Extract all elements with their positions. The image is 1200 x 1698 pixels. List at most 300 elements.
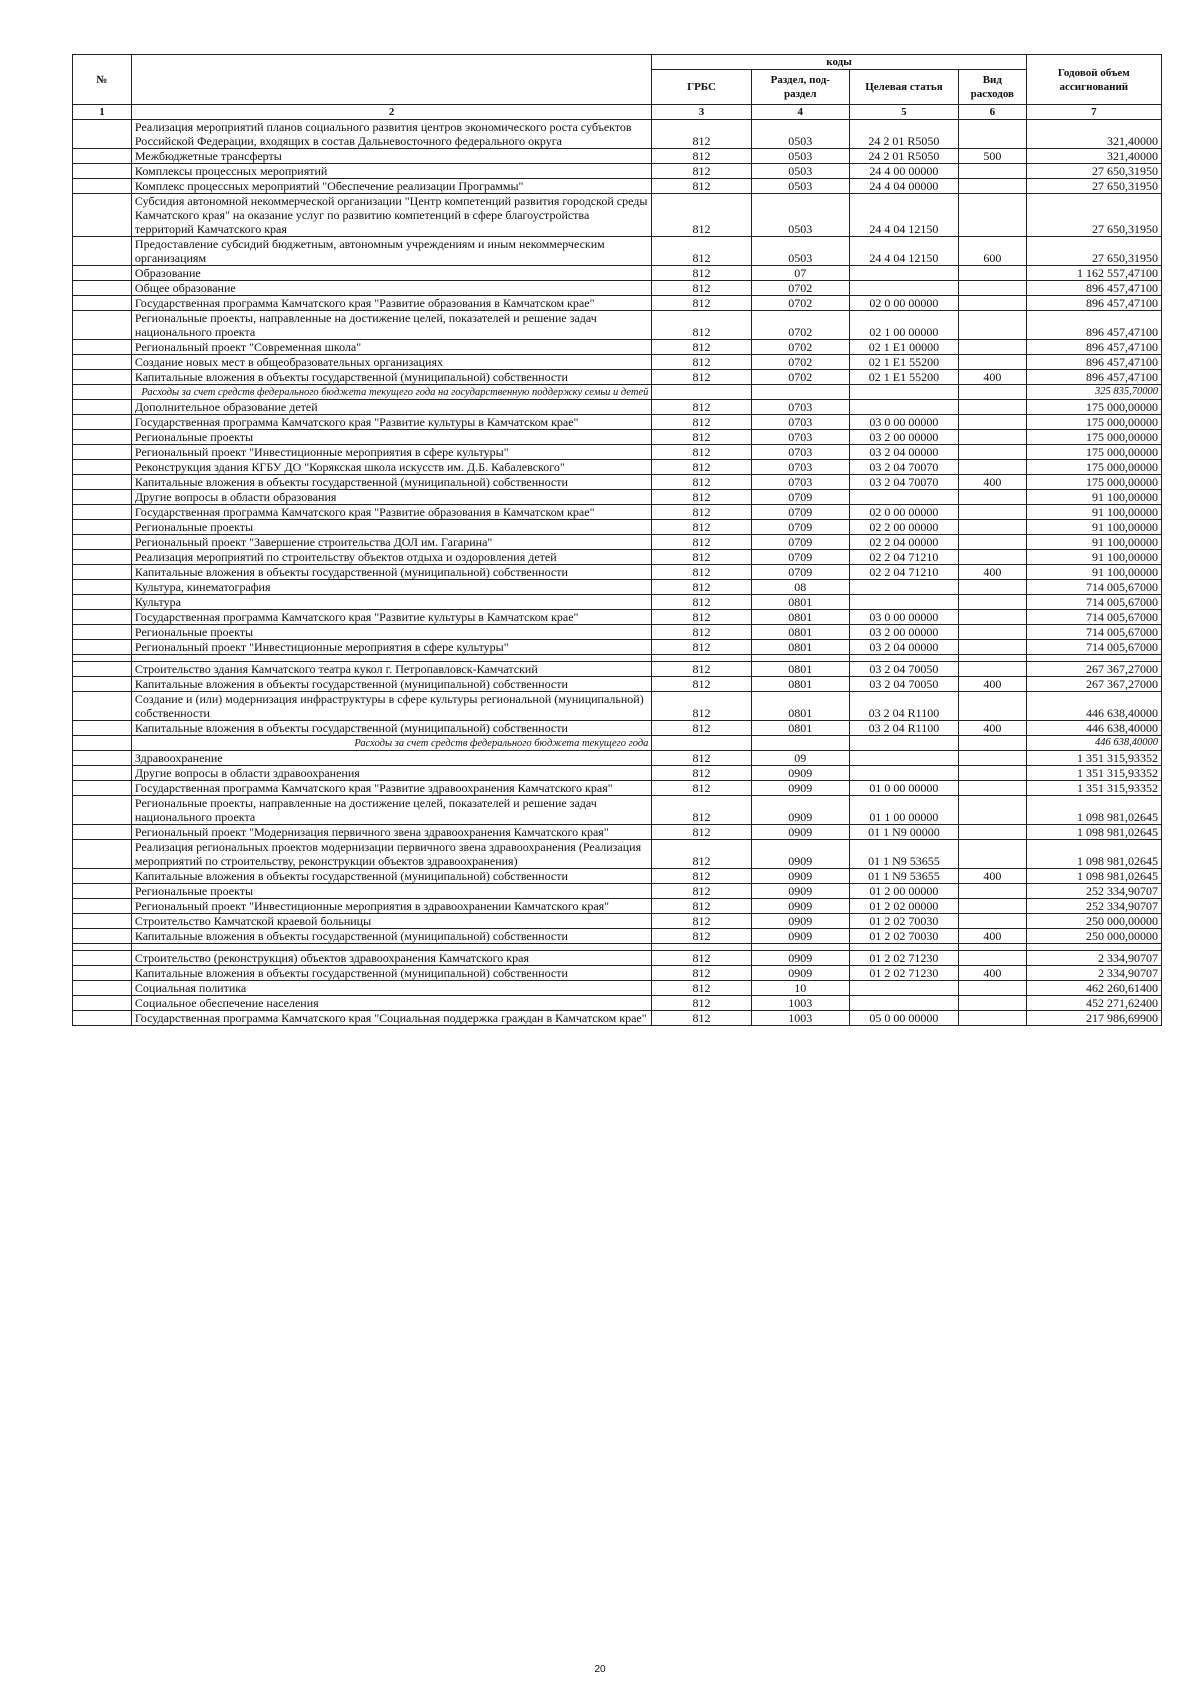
table-row [73, 840, 1162, 869]
row-section: 0909 [751, 966, 849, 981]
row-grbs: 812 [652, 825, 751, 840]
row-kind: 400 [958, 677, 1026, 692]
row-amount: 175 000,00000 [1026, 445, 1161, 460]
row-kind [958, 580, 1026, 595]
row-target: 01 2 02 70030 [849, 914, 958, 929]
row-target [849, 751, 958, 766]
header-codes-row [73, 55, 1162, 70]
spacer-row [73, 655, 1162, 662]
row-grbs: 812 [652, 520, 751, 535]
row-name: Создание и (или) модернизация инфраструктуры в сфере культуры региональной (муниципальной) собственности [131, 692, 651, 721]
header-grbs: ГРБС [652, 70, 751, 105]
spacer-cell [958, 655, 1026, 662]
spacer-cell [751, 944, 849, 951]
row-number [73, 929, 132, 944]
row-grbs: 812 [652, 640, 751, 655]
row-amount: 91 100,00000 [1026, 550, 1161, 565]
row-grbs [652, 385, 751, 400]
row-section: 0709 [751, 520, 849, 535]
row-amount: 91 100,00000 [1026, 565, 1161, 580]
row-grbs: 812 [652, 430, 751, 445]
row-section: 0709 [751, 535, 849, 550]
spacer-cell [73, 944, 132, 951]
row-section: 0703 [751, 430, 849, 445]
row-section: 0909 [751, 766, 849, 781]
row-grbs: 812 [652, 565, 751, 580]
row-grbs: 812 [652, 899, 751, 914]
row-grbs: 812 [652, 610, 751, 625]
header-name-empty [131, 55, 651, 105]
row-name: Предоставление субсидий бюджетным, автономным учреждениям и иным некоммерческим организациям [131, 237, 651, 266]
row-number [73, 535, 132, 550]
row-grbs: 812 [652, 884, 751, 899]
row-number [73, 340, 132, 355]
row-kind [958, 751, 1026, 766]
row-target [849, 766, 958, 781]
row-number [73, 884, 132, 899]
row-number [73, 400, 132, 415]
header-amount: Годовой объем ассигнований [1026, 55, 1161, 105]
row-number [73, 825, 132, 840]
table-row [73, 179, 1162, 194]
row-target: 03 2 00 00000 [849, 430, 958, 445]
row-target: 03 2 04 R1100 [849, 721, 958, 736]
row-name: Расходы за счет средств федерального бюджета текущего года на государственную поддержку семьи и детей [131, 385, 651, 400]
row-amount: 446 638,40000 [1026, 721, 1161, 736]
row-amount: 896 457,47100 [1026, 370, 1161, 385]
row-number [73, 266, 132, 281]
row-grbs: 812 [652, 677, 751, 692]
row-target [849, 266, 958, 281]
row-number [73, 460, 132, 475]
row-name: Государственная программа Камчатского края "Развитие образования в Камчатском крае" [131, 296, 651, 311]
row-target [849, 385, 958, 400]
row-name: Капитальные вложения в объекты государственной (муниципальной) собственности [131, 721, 651, 736]
row-amount: 462 260,61400 [1026, 981, 1161, 996]
row-section: 0703 [751, 475, 849, 490]
header-codes: коды [652, 55, 1026, 70]
row-section: 0801 [751, 662, 849, 677]
row-kind [958, 692, 1026, 721]
row-kind [958, 355, 1026, 370]
row-amount: 714 005,67000 [1026, 610, 1161, 625]
table-row [73, 237, 1162, 266]
col-number: 7 [1026, 105, 1161, 120]
row-kind: 500 [958, 149, 1026, 164]
row-number [73, 692, 132, 721]
col-number: 5 [849, 105, 958, 120]
row-number [73, 899, 132, 914]
table-row [73, 721, 1162, 736]
row-grbs: 812 [652, 281, 751, 296]
row-number [73, 281, 132, 296]
row-amount: 896 457,47100 [1026, 355, 1161, 370]
row-amount: 2 334,90707 [1026, 951, 1161, 966]
table-row [73, 640, 1162, 655]
row-grbs: 812 [652, 751, 751, 766]
row-grbs: 812 [652, 164, 751, 179]
row-number [73, 781, 132, 796]
row-grbs: 812 [652, 662, 751, 677]
row-target: 01 2 02 71230 [849, 951, 958, 966]
row-amount: 175 000,00000 [1026, 415, 1161, 430]
header-numbers-row [73, 105, 1162, 120]
row-kind [958, 385, 1026, 400]
table-row [73, 565, 1162, 580]
row-name: Региональный проект "Инвестиционные мероприятия в здравоохранении Камчатского края" [131, 899, 651, 914]
row-name: Государственная программа Камчатского края "Развитие культуры в Камчатском крае" [131, 610, 651, 625]
row-section: 0709 [751, 505, 849, 520]
row-name: Строительство (реконструкция) объектов здравоохранения Камчатского края [131, 951, 651, 966]
row-name: Региональный проект "Завершение строительства ДОЛ им. Гагарина" [131, 535, 651, 550]
spacer-cell [1026, 655, 1161, 662]
row-target: 01 1 00 00000 [849, 796, 958, 825]
table-row [73, 505, 1162, 520]
row-target: 03 2 04 R1100 [849, 692, 958, 721]
row-section: 0909 [751, 914, 849, 929]
header-num: № [73, 55, 132, 105]
row-amount: 896 457,47100 [1026, 296, 1161, 311]
table-row [73, 580, 1162, 595]
spacer-cell [73, 655, 132, 662]
row-section: 0909 [751, 884, 849, 899]
row-target: 02 2 04 00000 [849, 535, 958, 550]
row-amount: 1 351 315,93352 [1026, 781, 1161, 796]
row-grbs: 812 [652, 550, 751, 565]
row-name: Другие вопросы в области здравоохранения [131, 766, 651, 781]
row-amount: 1 098 981,02645 [1026, 869, 1161, 884]
spacer-cell [849, 944, 958, 951]
row-grbs: 812 [652, 840, 751, 869]
row-grbs: 812 [652, 355, 751, 370]
row-grbs: 812 [652, 1011, 751, 1026]
row-section [751, 385, 849, 400]
row-amount: 714 005,67000 [1026, 640, 1161, 655]
row-number [73, 370, 132, 385]
row-kind [958, 781, 1026, 796]
row-number [73, 751, 132, 766]
row-number [73, 736, 132, 751]
row-number [73, 550, 132, 565]
row-name: Социальная политика [131, 981, 651, 996]
header-section: Раздел, под-раздел [751, 70, 849, 105]
row-section: 0801 [751, 677, 849, 692]
row-kind [958, 610, 1026, 625]
row-grbs: 812 [652, 996, 751, 1011]
page-number: 20 [594, 1664, 606, 1675]
row-target: 01 2 00 00000 [849, 884, 958, 899]
row-section: 0702 [751, 355, 849, 370]
row-target: 24 4 04 12150 [849, 237, 958, 266]
spacer-row [73, 944, 1162, 951]
row-amount: 714 005,67000 [1026, 595, 1161, 610]
table-row [73, 430, 1162, 445]
row-grbs: 812 [652, 625, 751, 640]
row-amount: 175 000,00000 [1026, 400, 1161, 415]
row-amount: 321,40000 [1026, 149, 1161, 164]
row-target: 03 2 04 70050 [849, 677, 958, 692]
row-section: 07 [751, 266, 849, 281]
row-target [849, 490, 958, 505]
row-grbs: 812 [652, 595, 751, 610]
row-kind [958, 445, 1026, 460]
table-row [73, 490, 1162, 505]
row-kind [958, 796, 1026, 825]
row-number [73, 311, 132, 340]
row-name: Капитальные вложения в объекты государственной (муниципальной) собственности [131, 677, 651, 692]
table-row [73, 781, 1162, 796]
row-kind [958, 400, 1026, 415]
row-kind [958, 550, 1026, 565]
table-row [73, 355, 1162, 370]
row-number [73, 610, 132, 625]
table-row [73, 460, 1162, 475]
row-section: 0909 [751, 840, 849, 869]
row-section: 0909 [751, 899, 849, 914]
row-target [849, 996, 958, 1011]
row-number [73, 430, 132, 445]
row-grbs: 812 [652, 340, 751, 355]
row-kind [958, 662, 1026, 677]
header-target: Целевая статья [849, 70, 958, 105]
row-grbs: 812 [652, 179, 751, 194]
row-section: 0702 [751, 281, 849, 296]
spacer-cell [652, 655, 751, 662]
row-grbs: 812 [652, 370, 751, 385]
row-section: 0909 [751, 929, 849, 944]
row-name: Государственная программа Камчатского края "Социальная поддержка граждан в Камчатском крае" [131, 1011, 651, 1026]
col-number: 2 [131, 105, 651, 120]
row-kind [958, 340, 1026, 355]
row-name: Региональные проекты [131, 430, 651, 445]
table-row [73, 281, 1162, 296]
table-row [73, 311, 1162, 340]
table-row [73, 662, 1162, 677]
row-section: 1003 [751, 1011, 849, 1026]
row-name: Капитальные вложения в объекты государственной (муниципальной) собственности [131, 370, 651, 385]
row-amount: 896 457,47100 [1026, 281, 1161, 296]
col-number: 3 [652, 105, 751, 120]
row-kind [958, 281, 1026, 296]
row-amount: 1 098 981,02645 [1026, 840, 1161, 869]
table-row [73, 550, 1162, 565]
row-section: 0801 [751, 595, 849, 610]
row-target: 02 1 E1 00000 [849, 340, 958, 355]
row-section: 0703 [751, 400, 849, 415]
row-kind: 400 [958, 475, 1026, 490]
row-amount: 91 100,00000 [1026, 490, 1161, 505]
row-name: Создание новых мест в общеобразовательных организациях [131, 355, 651, 370]
row-name: Государственная программа Камчатского края "Развитие здравоохранения Камчатского края" [131, 781, 651, 796]
row-number [73, 677, 132, 692]
row-target: 05 0 00 00000 [849, 1011, 958, 1026]
row-kind [958, 595, 1026, 610]
row-section: 0503 [751, 179, 849, 194]
row-target: 01 0 00 00000 [849, 781, 958, 796]
row-name: Региональные проекты [131, 884, 651, 899]
row-amount: 267 367,27000 [1026, 662, 1161, 677]
row-number [73, 662, 132, 677]
row-kind: 400 [958, 966, 1026, 981]
row-name: Региональные проекты, направленные на достижение целей, показателей и решение задач национального проекта [131, 796, 651, 825]
row-grbs: 812 [652, 490, 751, 505]
row-grbs: 812 [652, 580, 751, 595]
row-amount: 1 351 315,93352 [1026, 751, 1161, 766]
row-kind [958, 825, 1026, 840]
row-target: 02 1 E1 55200 [849, 355, 958, 370]
table-row [73, 677, 1162, 692]
row-section: 0702 [751, 370, 849, 385]
row-amount: 91 100,00000 [1026, 535, 1161, 550]
table-row [73, 899, 1162, 914]
row-amount: 896 457,47100 [1026, 340, 1161, 355]
table-row [73, 884, 1162, 899]
row-section: 0909 [751, 951, 849, 966]
row-amount: 714 005,67000 [1026, 625, 1161, 640]
row-grbs: 812 [652, 120, 751, 149]
row-grbs: 812 [652, 149, 751, 164]
row-grbs: 812 [652, 475, 751, 490]
row-section: 09 [751, 751, 849, 766]
row-section: 0909 [751, 825, 849, 840]
row-name: Расходы за счет средств федерального бюджета текущего года [131, 736, 651, 751]
row-amount: 91 100,00000 [1026, 520, 1161, 535]
table-row [73, 929, 1162, 944]
row-name: Государственная программа Камчатского края "Развитие образования в Камчатском крае" [131, 505, 651, 520]
row-amount: 27 650,31950 [1026, 237, 1161, 266]
row-name: Строительство здания Камчатского театра кукол г. Петропавловск-Камчатский [131, 662, 651, 677]
row-amount: 250 000,00000 [1026, 929, 1161, 944]
row-target: 24 2 01 R5050 [849, 120, 958, 149]
row-kind: 400 [958, 929, 1026, 944]
row-grbs: 812 [652, 296, 751, 311]
row-name: Строительство Камчатской краевой больницы [131, 914, 651, 929]
row-name: Государственная программа Камчатского края "Развитие культуры в Камчатском крае" [131, 415, 651, 430]
row-name: Капитальные вложения в объекты государственной (муниципальной) собственности [131, 475, 651, 490]
row-name: Образование [131, 266, 651, 281]
row-grbs: 812 [652, 237, 751, 266]
row-kind [958, 535, 1026, 550]
row-kind [958, 884, 1026, 899]
row-number [73, 149, 132, 164]
row-amount: 175 000,00000 [1026, 475, 1161, 490]
row-kind [958, 996, 1026, 1011]
table-row [73, 535, 1162, 550]
table-row [73, 751, 1162, 766]
spacer-cell [1026, 944, 1161, 951]
row-kind [958, 164, 1026, 179]
row-amount: 1 162 557,47100 [1026, 266, 1161, 281]
row-section: 0703 [751, 460, 849, 475]
row-number [73, 445, 132, 460]
row-target [849, 281, 958, 296]
table-row [73, 951, 1162, 966]
row-name: Общее образование [131, 281, 651, 296]
row-section: 0702 [751, 340, 849, 355]
row-section: 10 [751, 981, 849, 996]
row-number [73, 981, 132, 996]
row-amount: 91 100,00000 [1026, 505, 1161, 520]
row-name: Капитальные вложения в объекты государственной (муниципальной) собственности [131, 565, 651, 580]
row-number [73, 996, 132, 1011]
table-row [73, 766, 1162, 781]
row-amount: 267 367,27000 [1026, 677, 1161, 692]
table-row [73, 796, 1162, 825]
row-name: Реализация мероприятий по строительству объектов отдыха и оздоровления детей [131, 550, 651, 565]
row-name: Региональный проект "Модернизация первичного звена здравоохранения Камчатского края" [131, 825, 651, 840]
row-target: 02 1 E1 55200 [849, 370, 958, 385]
row-kind [958, 899, 1026, 914]
row-name: Комплексы процессных мероприятий [131, 164, 651, 179]
row-target: 03 2 00 00000 [849, 625, 958, 640]
row-grbs: 812 [652, 766, 751, 781]
table-row [73, 340, 1162, 355]
row-target: 03 2 04 70050 [849, 662, 958, 677]
row-name: Культура [131, 595, 651, 610]
row-number [73, 840, 132, 869]
row-section: 0909 [751, 781, 849, 796]
row-name: Здравоохранение [131, 751, 651, 766]
table-row [73, 475, 1162, 490]
row-section [751, 736, 849, 751]
row-amount: 325 835,70000 [1026, 385, 1161, 400]
header-kind: Вид расходов [958, 70, 1026, 105]
row-grbs: 812 [652, 981, 751, 996]
table-row [73, 625, 1162, 640]
row-grbs: 812 [652, 721, 751, 736]
table-row [73, 370, 1162, 385]
row-number [73, 164, 132, 179]
row-number [73, 237, 132, 266]
row-target: 01 1 N9 00000 [849, 825, 958, 840]
row-section: 0503 [751, 120, 849, 149]
row-number [73, 490, 132, 505]
row-amount: 27 650,31950 [1026, 194, 1161, 237]
row-kind [958, 625, 1026, 640]
row-number [73, 951, 132, 966]
row-number [73, 1011, 132, 1026]
row-kind [958, 296, 1026, 311]
row-number [73, 505, 132, 520]
row-section: 0703 [751, 415, 849, 430]
row-kind [958, 415, 1026, 430]
row-target: 03 0 00 00000 [849, 415, 958, 430]
row-name: Капитальные вложения в объекты государственной (муниципальной) собственности [131, 929, 651, 944]
row-kind [958, 766, 1026, 781]
row-name: Культура, кинематография [131, 580, 651, 595]
row-name: Капитальные вложения в объекты государственной (муниципальной) собственности [131, 966, 651, 981]
row-name: Социальное обеспечение населения [131, 996, 651, 1011]
table-row [73, 520, 1162, 535]
row-name: Другие вопросы в области образования [131, 490, 651, 505]
row-section: 0703 [751, 445, 849, 460]
row-amount: 896 457,47100 [1026, 311, 1161, 340]
col-number: 1 [73, 105, 132, 120]
table-row [73, 266, 1162, 281]
table-row [73, 996, 1162, 1011]
row-section: 0709 [751, 550, 849, 565]
table-row [73, 966, 1162, 981]
spacer-cell [751, 655, 849, 662]
row-grbs: 812 [652, 460, 751, 475]
row-name: Региональные проекты, направленные на достижение целей, показателей и решение задач национального проекта [131, 311, 651, 340]
row-grbs: 812 [652, 781, 751, 796]
row-kind [958, 505, 1026, 520]
row-name: Региональные проекты [131, 625, 651, 640]
row-name: Капитальные вложения в объекты государственной (муниципальной) собственности [131, 869, 651, 884]
row-grbs: 812 [652, 194, 751, 237]
budget-table [72, 54, 1162, 1026]
